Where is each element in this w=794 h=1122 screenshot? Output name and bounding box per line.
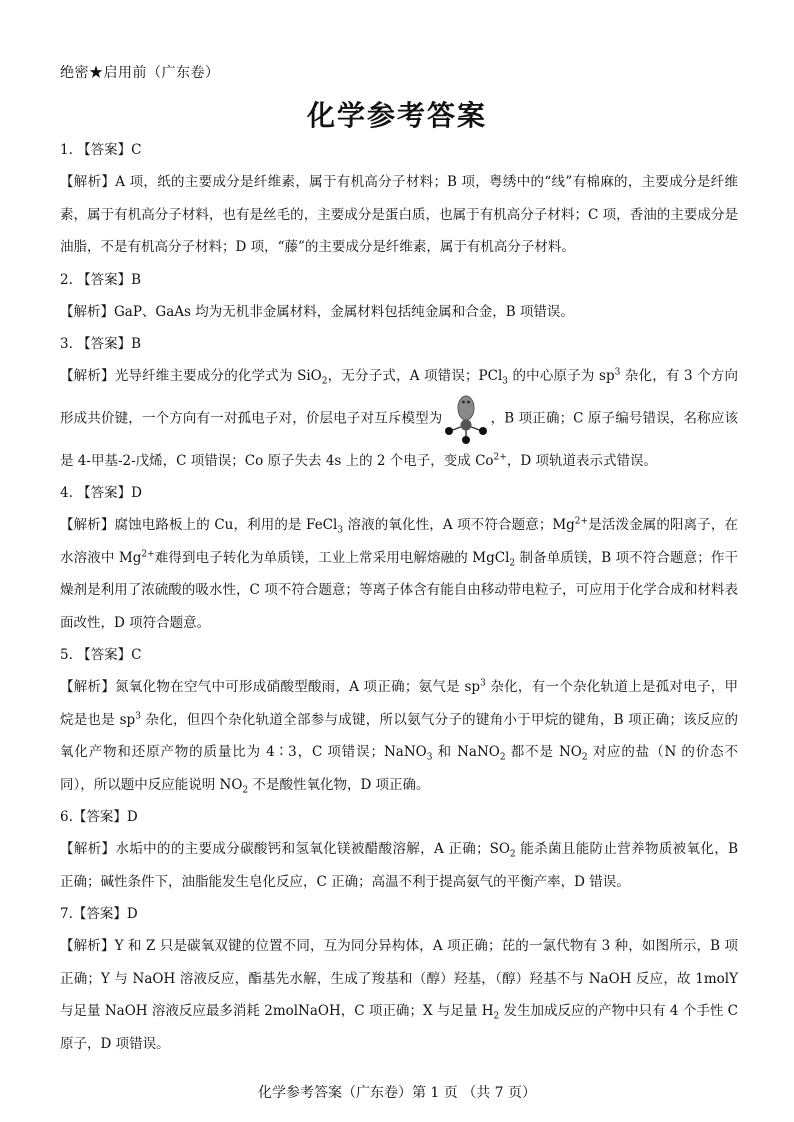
vsepr-model-icon xyxy=(444,393,488,445)
page-title: 化学参考答案 xyxy=(306,99,487,132)
q2-explanation: 【解析】GaP、GaAs 均为无机非金属材料，金属材料包括纯金属和合金，B 项错误。 xyxy=(60,303,574,320)
q4-answer: 4. 【答案】D xyxy=(60,485,142,501)
q1-explanation: 【解析】A 项，纸的主要成分是纤维素，属于有机高分子材料；B 项，粤绣中的“线”有棉麻的，主要成分是纤维素，属于有机高分子材料，也有是丝毛的，主要成分是蛋白质，也属于有机高分子材料；C 项，香油的主要成分是油脂，不是有机高分子材料；D 项，“藤”的主要成分是纤维素，属于有机高分子材料。 xyxy=(60,174,738,255)
q3-explanation: 【解析】光导纤维主要成分的化学式为 SiO$_2$，无分子式，A 项错误；PCl$_3$ 的中心原子为 $sp^3$ 杂化，有 3 个方向形成共价键，一个方向有一对孤电子对，价层电子对互斥模型为 ，B 项正确；C 原子编号错误，名称应该是 4-甲基-2-戊烯，C 项错误；Co 原子失去 4s 上的 2 个电子，变成 $Co^{2+}$，D 项轨道表示式错误。 xyxy=(60,367,738,469)
q6-answer: 6.【答案】D xyxy=(60,809,138,825)
q7-explanation: 【解析】Y 和 Z 只是碳氧双键的位置不同，互为同分异构体，A 项正确；芘的一氯代物有 3 种，如图所示，B 项正确；Y 与 NaOH 溶液反应，酯基先水解，生成了羧基和（醇）羟基，（醇）羟基不与 NaOH 反应，故 1molY 与足量 NaOH 溶液反应最多消耗 2molNaOH，C 项正确；X 与足量 $H_2$ 发生加成反应的产物中只有 4 个手性 C 原子，D 项错误。 xyxy=(60,938,738,1052)
q6-explanation: 【解析】水垢中的的主要成分碳酸钙和氢氧化镁被醋酸溶解，A 正确；$SO_2$ 能杀菌且能防止营养物质被氧化，B 正确；碱性条件下，油脂能发生皂化反应，C 正确；高温不利于提高氨气的平衡产率，D 错误。 xyxy=(60,841,738,890)
q3-answer: 3. 【答案】B xyxy=(60,336,142,352)
confidential-label: 绝密★启用前（广东卷） xyxy=(60,65,220,81)
q5-answer: 5. 【答案】C xyxy=(60,647,142,663)
q7-answer: 7.【答案】D xyxy=(60,906,138,922)
page-footer: 化学参考答案（广东卷）第 1 页 （共 7 页） xyxy=(257,1085,537,1101)
answer-content xyxy=(60,134,738,1060)
q5-explanation: 【解析】氮氧化物在空气中可形成硝酸型酸雨，A 项正确；氨气是 $sp^3$ 杂化，有一个杂化轨道上是孤对电子，甲烷是也是 $sp^3$ 杂化，但四个杂化轨道全部参与成键，所以氨气分子的键角小于甲烷的键角，B 项正确；该反应的氧化产物和还原产物的质量比为 4∶3，C 项错误；NaNO$_3$ 和 NaNO$_2$ 都不是 $NO_2$ 对应的盐（N 的价态不同），所以题中反应能说明 $NO_2$ 不是酸性氧化物，D 项正确。 xyxy=(60,678,739,796)
q4-explanation: 【解析】腐蚀电路板上的 Cu，利用的是 FeCl$_3$ 溶液的氧化性，A 项不符合题意；$Mg^{2+}$是活泼金属的阳离子，在水溶液中 $Mg^{2+}$难得到电子转化为单质镁，工业上常采用电解熔融的 MgCl$_2$ 制备单质镁，B 项不符合题意；作干燥剂是利用了浓硫酸的吸水性，C 项不符合题意；等离子体含有能自由移动带电粒子，可应用于化学合成和材料表面改性，D 项符合题意。 xyxy=(60,516,738,631)
q1-answer: 1. 【答案】C xyxy=(60,142,142,158)
q2-answer: 2. 【答案】B xyxy=(60,271,142,288)
